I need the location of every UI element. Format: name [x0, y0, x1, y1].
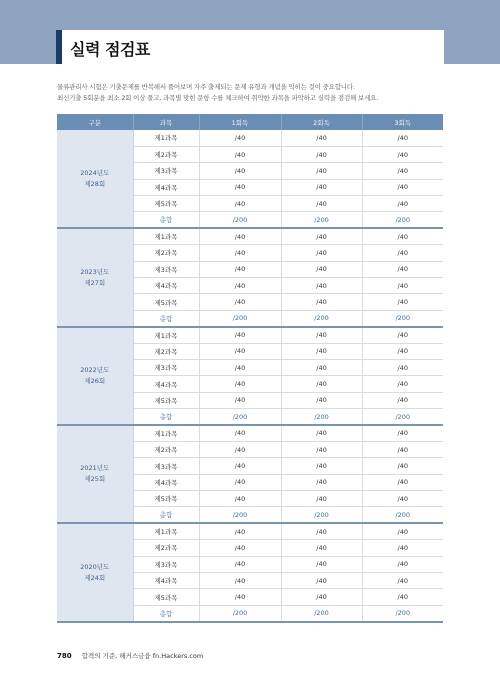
score-cell[interactable]: /200 [281, 212, 362, 228]
subject-name: 제1과목 [133, 523, 199, 539]
exam-round: 제25회 [84, 475, 106, 484]
score-cell[interactable]: /40 [362, 343, 443, 359]
subject-name: 제4과목 [133, 278, 199, 294]
exam-round: 제26회 [84, 376, 106, 385]
score-cell[interactable]: /40 [199, 130, 281, 146]
exam-round: 제28회 [84, 179, 106, 188]
score-cell[interactable]: /40 [199, 327, 281, 343]
score-cell[interactable]: /40 [199, 589, 281, 605]
score-cell[interactable]: /40 [281, 392, 362, 408]
score-cell[interactable]: /200 [281, 310, 362, 326]
score-cell[interactable]: /40 [281, 589, 362, 605]
footer-text: 합격의 기준, 해커스금융 fn.Hackers.com [81, 652, 204, 660]
exam-year: 2023년도 [80, 267, 110, 276]
score-cell[interactable]: /40 [362, 228, 443, 244]
score-cell[interactable]: /40 [199, 146, 281, 162]
score-cell[interactable]: /40 [281, 146, 362, 162]
subject-name: 제3과목 [133, 359, 199, 375]
subject-name: 제5과목 [133, 392, 199, 408]
score-cell[interactable]: /40 [362, 392, 443, 408]
score-cell[interactable]: /40 [199, 261, 281, 277]
score-cell[interactable]: /40 [281, 294, 362, 310]
subject-name: 제2과목 [133, 245, 199, 261]
score-cell[interactable]: /40 [362, 491, 443, 507]
footer [57, 651, 203, 660]
score-cell[interactable]: /40 [281, 359, 362, 375]
score-cell[interactable]: /40 [281, 523, 362, 539]
score-cell[interactable]: /40 [281, 261, 362, 277]
intro-text [57, 82, 457, 104]
score-cell[interactable]: /40 [281, 245, 362, 261]
total-label: 총합 [133, 212, 199, 228]
subject-name: 제4과목 [133, 376, 199, 392]
exam-round-cell [57, 425, 133, 523]
page-title: 실력 점검표 [70, 40, 150, 59]
score-cell[interactable]: /40 [362, 245, 443, 261]
score-cell[interactable]: /200 [199, 605, 281, 621]
total-label: 총합 [133, 409, 199, 425]
score-cell[interactable]: /200 [362, 605, 443, 621]
score-cell[interactable]: /200 [362, 507, 443, 523]
exam-round-cell [57, 228, 133, 326]
table-row [57, 228, 443, 244]
subject-name: 제2과목 [133, 146, 199, 162]
header-round-3: 3회독 [362, 114, 443, 130]
subject-name: 제1과목 [133, 130, 199, 146]
score-cell[interactable]: /40 [281, 228, 362, 244]
score-cell[interactable]: /40 [199, 523, 281, 539]
score-cell[interactable]: /40 [281, 278, 362, 294]
exam-round-cell [57, 130, 133, 228]
score-cell[interactable]: /40 [199, 458, 281, 474]
score-cell[interactable]: /40 [281, 540, 362, 556]
score-cell[interactable]: /200 [362, 310, 443, 326]
exam-round: 제24회 [84, 573, 106, 582]
subject-name: 제3과목 [133, 556, 199, 572]
subject-name: 제4과목 [133, 474, 199, 490]
score-cell[interactable]: /40 [281, 474, 362, 490]
score-cell[interactable]: /40 [281, 343, 362, 359]
score-cell[interactable]: /40 [362, 556, 443, 572]
score-cell[interactable]: /40 [199, 294, 281, 310]
score-cell[interactable]: /40 [281, 556, 362, 572]
score-cell[interactable]: /40 [281, 491, 362, 507]
score-cell[interactable]: /40 [362, 540, 443, 556]
score-cell[interactable]: /40 [199, 163, 281, 179]
score-cell[interactable]: /40 [199, 196, 281, 212]
score-cell[interactable]: /40 [362, 441, 443, 457]
score-cell[interactable]: /40 [362, 146, 443, 162]
score-cell[interactable]: /40 [281, 196, 362, 212]
header-category: 구분 [57, 114, 133, 130]
score-cell[interactable]: /40 [281, 179, 362, 195]
intro-line: 물류관리사 시험은 기출문제를 반복해서 풀어보며 자주 출제되는 문제 유형과 개념을 익히는 것이 중요합니다. [57, 83, 355, 91]
subject-name: 제5과목 [133, 294, 199, 310]
exam-round-cell [57, 327, 133, 425]
score-cell[interactable]: /40 [199, 359, 281, 375]
header-round-2: 2회독 [281, 114, 362, 130]
exam-year: 2024년도 [80, 168, 110, 177]
subject-name: 제1과목 [133, 425, 199, 441]
score-cell[interactable]: /40 [281, 327, 362, 343]
score-cell[interactable]: /40 [199, 491, 281, 507]
exam-round-cell [57, 523, 133, 621]
score-cell[interactable]: /40 [199, 441, 281, 457]
score-cell[interactable]: /40 [362, 130, 443, 146]
score-cell[interactable]: /200 [281, 507, 362, 523]
score-cell[interactable]: /40 [199, 540, 281, 556]
exam-year: 2022년도 [80, 365, 110, 374]
table-row [57, 327, 443, 343]
subject-name: 제3과목 [133, 261, 199, 277]
title-accent-bar [56, 30, 62, 64]
score-cell[interactable]: /40 [281, 573, 362, 589]
table-header-row [57, 114, 443, 130]
score-cell[interactable]: /40 [199, 343, 281, 359]
score-cell[interactable]: /200 [199, 409, 281, 425]
subject-name: 제4과목 [133, 573, 199, 589]
score-cell[interactable]: /40 [281, 441, 362, 457]
exam-year: 2021년도 [80, 464, 110, 473]
subject-name: 제5과목 [133, 196, 199, 212]
score-cell[interactable]: /40 [362, 179, 443, 195]
subject-name: 제2과목 [133, 343, 199, 359]
score-cell[interactable]: /40 [199, 474, 281, 490]
score-cell[interactable]: /40 [199, 179, 281, 195]
score-cell[interactable]: /40 [362, 376, 443, 392]
subject-name: 제2과목 [133, 540, 199, 556]
subject-name: 제5과목 [133, 491, 199, 507]
score-cell[interactable]: /40 [199, 228, 281, 244]
score-cell[interactable]: /40 [362, 294, 443, 310]
score-cell[interactable]: /40 [362, 359, 443, 375]
total-label: 총합 [133, 507, 199, 523]
score-cell[interactable]: /40 [199, 425, 281, 441]
score-cell[interactable]: /40 [362, 573, 443, 589]
subject-name: 제3과목 [133, 458, 199, 474]
score-cell[interactable]: /40 [199, 573, 281, 589]
total-label: 총합 [133, 310, 199, 326]
score-cell[interactable]: /40 [281, 458, 362, 474]
score-cell[interactable]: /40 [199, 245, 281, 261]
subject-name: 제1과목 [133, 327, 199, 343]
exam-year: 2020년도 [80, 562, 110, 571]
score-cell[interactable]: /40 [362, 327, 443, 343]
score-cell[interactable]: /200 [281, 409, 362, 425]
score-cell[interactable]: /40 [199, 376, 281, 392]
score-cell[interactable]: /40 [362, 523, 443, 539]
subject-name: 제4과목 [133, 179, 199, 195]
table-row [57, 425, 443, 441]
score-cell[interactable]: /40 [362, 163, 443, 179]
score-cell[interactable]: /200 [362, 212, 443, 228]
score-cell[interactable]: /200 [362, 409, 443, 425]
score-cell[interactable]: /40 [199, 556, 281, 572]
score-cell[interactable]: /40 [362, 261, 443, 277]
total-label: 총합 [133, 605, 199, 621]
subject-name: 제2과목 [133, 441, 199, 457]
score-cell[interactable]: /40 [281, 376, 362, 392]
subject-name: 제3과목 [133, 163, 199, 179]
table-row [57, 130, 443, 146]
score-cell[interactable]: /40 [199, 392, 281, 408]
intro-line: 최신기출 5회분을 최소 2회 이상 풀고, 과목별 맞힌 문항 수를 체크하여 취약한 과목을 파악하고 실력을 점검해 보세요. [57, 94, 379, 102]
score-cell[interactable]: /40 [281, 163, 362, 179]
score-cell[interactable]: /40 [199, 278, 281, 294]
exam-round: 제27회 [84, 278, 106, 287]
score-table [57, 114, 443, 623]
score-cell[interactable]: /40 [362, 278, 443, 294]
score-cell[interactable]: /200 [281, 605, 362, 621]
score-cell[interactable]: /40 [362, 425, 443, 441]
header-subject: 과목 [133, 114, 199, 130]
header-round-1: 1회독 [199, 114, 281, 130]
table-row [57, 523, 443, 539]
score-cell[interactable]: /200 [199, 507, 281, 523]
score-cell[interactable]: /200 [199, 310, 281, 326]
subject-name: 제1과목 [133, 228, 199, 244]
subject-name: 제5과목 [133, 589, 199, 605]
score-cell[interactable]: /40 [362, 458, 443, 474]
score-cell[interactable]: /40 [362, 474, 443, 490]
score-cell[interactable]: /40 [362, 589, 443, 605]
score-cell[interactable]: /40 [362, 196, 443, 212]
score-cell[interactable]: /40 [281, 130, 362, 146]
page-number: 780 [57, 652, 72, 660]
score-cell[interactable]: /200 [199, 212, 281, 228]
score-cell[interactable]: /40 [281, 425, 362, 441]
